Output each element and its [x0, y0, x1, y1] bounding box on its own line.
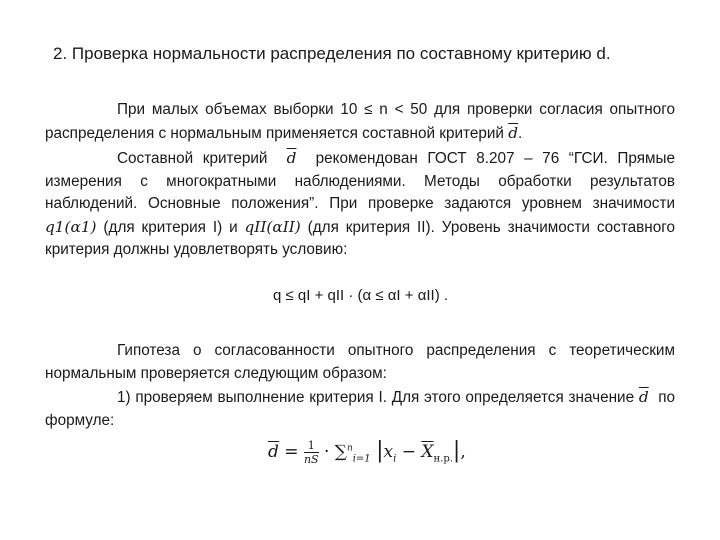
formula-dot: ·	[323, 442, 330, 462]
d-formula: $\overline{d}$ = $\frac{1}{nS}$ · ∑$^n_{i=1}$ $|x_i - \overline{X}_{н.р.}|$,	[268, 438, 466, 466]
para2-c: (для критерия I) и	[103, 218, 238, 236]
q1-symbol: q1(α1)	[45, 217, 97, 236]
sum-lower: i=1	[352, 453, 371, 465]
para1-line1: При малых объемах выборки 10 ≤ n < 50 для проверки согласия	[117, 101, 603, 118]
formula-fraction	[304, 439, 319, 466]
paragraph-sample-size	[45, 99, 675, 145]
formula-x: x	[383, 442, 394, 462]
para2-a: Составной критерий	[117, 150, 268, 167]
d-symbol: $\overline{d}$	[638, 388, 649, 406]
formula-eq: =	[284, 442, 299, 462]
formula-xbar: $\overline{X}$	[421, 442, 434, 462]
fraction-numerator: 1	[304, 439, 319, 453]
significance-condition: q ≤ qI + qII · (α ≤ αI + αII) .	[273, 287, 449, 304]
sum-upper: n	[346, 443, 353, 454]
slide-title: 2. Проверка нормальности распределения по составному критерию d.	[53, 44, 611, 63]
d-symbol: $\overline{d}$	[286, 149, 297, 167]
paragraph-criterion-1	[45, 386, 675, 432]
formula-end: ,	[460, 442, 466, 462]
d-symbol: $\overline{d}$	[508, 123, 519, 142]
formula-d: $\overline{d}$	[268, 442, 279, 462]
paragraph-gost	[45, 147, 675, 262]
formula-xbar-sub: н.р.	[433, 453, 453, 465]
para1-line2: опытного распределения с нормальным применяется составной критерий	[45, 101, 676, 142]
para2-d: (для критерия II). Уровень значимости составного критерия должны удовлетворять условию:	[45, 218, 676, 258]
para4-b: по формуле:	[45, 389, 675, 429]
paragraph-hypothesis: Гипотеза о согласованности опытного распределения с теоретическим нормальным проверяется следующим образом:	[45, 342, 675, 382]
formula-sum: ∑	[334, 442, 347, 462]
fraction-denominator: nS	[303, 453, 319, 466]
formula-minus: −	[401, 442, 416, 462]
q2-symbol: qII(αII)	[244, 217, 301, 236]
para4-a: 1) проверяем выполнение критерия I. Для этого определяется значение	[117, 389, 635, 406]
para1-end: .	[518, 124, 523, 142]
para2-b: рекомендован ГОСТ 8.207 – 76 “ГСИ. Прямые измерения с многократными наблюдениями. Методы обработки результатов наблюдений. Основные положения”. При проверке задаются уровнем значимости	[45, 150, 676, 212]
formula-x-index: i	[393, 453, 397, 465]
